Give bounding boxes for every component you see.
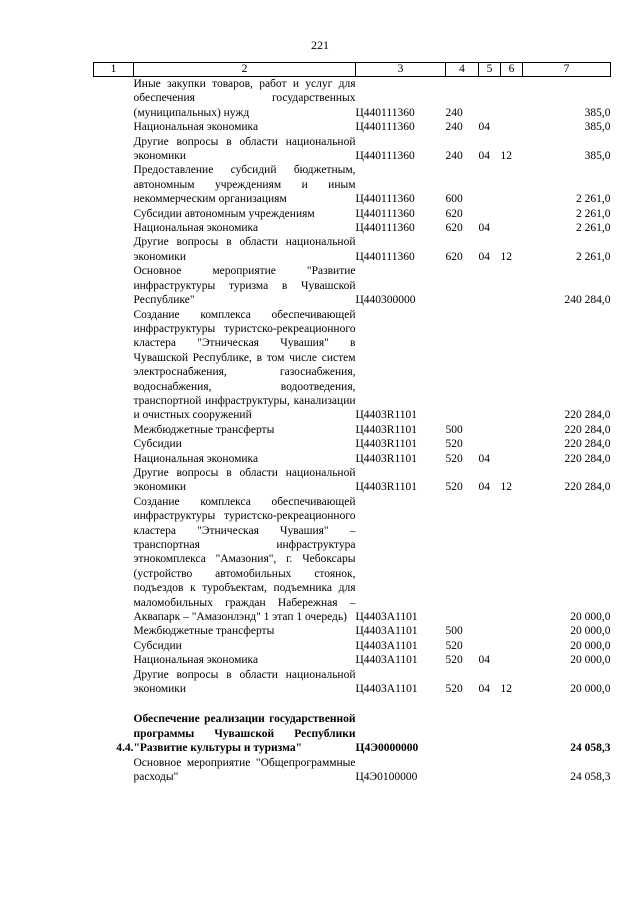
row-section: 04 — [478, 150, 490, 163]
row-expense-type: 240 — [445, 150, 463, 163]
row-code: Ц4403A1101 — [355, 654, 418, 667]
row-subsection: 12 — [500, 481, 512, 494]
row-subsection — [501, 452, 523, 466]
row-index — [94, 437, 134, 451]
row-section — [479, 437, 501, 451]
row-section: 04 — [478, 222, 490, 235]
row-name: Другие вопросы в области национальной экономики — [133, 135, 356, 163]
table-row — [94, 495, 611, 625]
table-row — [94, 624, 611, 638]
row-code: Ц4403A1101 — [355, 611, 418, 624]
spacer-cell — [479, 696, 501, 712]
row-subsection: 12 — [500, 683, 512, 696]
spacer-cell — [501, 696, 523, 712]
page-number: 221 — [311, 38, 329, 52]
row-index — [94, 423, 134, 437]
row-name: Другие вопросы в области национальной экономики — [133, 466, 356, 494]
row-name: Создание комплекса обеспечивающей инфраструктуры туристско-рекреационного кластера "Этническая Чувашия" в Чувашской Республике, в том числе систем электроснабжения, газоснабжения, водоснабжения, водоотведения, транспортной инфраструктуры, канализации и очистных сооружений — [133, 308, 356, 422]
row-name: Национальная экономика — [133, 452, 259, 465]
row-subsection — [501, 495, 523, 625]
row-section — [479, 207, 501, 221]
header-col-7: 7 — [523, 63, 611, 77]
row-subsection — [501, 264, 523, 307]
row-name: Другие вопросы в области национальной экономики — [133, 668, 356, 696]
row-subsection — [501, 624, 523, 638]
row-subsection — [501, 77, 523, 121]
row-amount: 20 000,0 — [570, 625, 611, 638]
row-name: Основное мероприятие "Общепрограммные расходы" — [133, 756, 356, 784]
row-section: 04 — [478, 683, 490, 696]
row-amount: 385,0 — [584, 150, 611, 163]
row-section — [479, 756, 501, 785]
row-subsection — [501, 221, 523, 235]
header-col-2: 2 — [134, 63, 356, 77]
table-header-row — [94, 63, 611, 77]
row-subsection — [501, 756, 523, 785]
row-amount: 220 284,0 — [564, 438, 611, 451]
header-col-1: 1 — [94, 63, 134, 77]
table-row — [94, 120, 611, 134]
row-expense-type — [446, 756, 479, 785]
row-amount: 220 284,0 — [564, 452, 611, 465]
row-index — [94, 235, 134, 264]
row-expense-type: 620 — [445, 222, 463, 235]
table-row — [94, 77, 611, 121]
table-row — [94, 221, 611, 235]
row-name: Создание комплекса обеспечивающей инфраструктуры туристско-рекреационного кластера "Этническая Чувашия" – транспортная инфраструктура этнокомплекса "Амазония", г. Чебоксары (устройство автомобильных стоянок, подъездов к туробъектам, подъемника для маломобильных граждан Набережная – Аквапарк – "Амазонлэнд" 1 этап 1 очередь) — [133, 495, 356, 624]
row-subsection — [501, 423, 523, 437]
row-code: Ц440111360 — [355, 193, 415, 206]
spacer-cell — [94, 696, 134, 712]
row-subsection — [501, 163, 523, 206]
row-index — [94, 466, 134, 495]
row-code: Ц4Э0100000 — [355, 771, 418, 784]
row-index — [94, 653, 134, 667]
row-section — [479, 639, 501, 653]
row-expense-type — [446, 495, 479, 625]
spacer-cell — [356, 696, 446, 712]
row-expense-type: 500 — [445, 423, 463, 436]
header-col-3: 3 — [356, 63, 446, 77]
row-section: 04 — [478, 121, 490, 134]
row-name: Национальная экономика — [133, 222, 259, 235]
row-index — [94, 308, 134, 423]
spacer-row — [94, 696, 611, 712]
row-code: Ц440111360 — [355, 121, 415, 134]
row-amount: 20 000,0 — [570, 654, 611, 667]
row-subsection — [501, 437, 523, 451]
row-expense-type: 520 — [445, 452, 463, 465]
row-section — [479, 495, 501, 625]
row-expense-type: 520 — [445, 683, 463, 696]
row-subsection — [501, 712, 523, 755]
table-row — [94, 712, 611, 755]
row-section — [479, 77, 501, 121]
row-section — [479, 712, 501, 755]
row-index — [94, 264, 134, 307]
row-expense-type: 520 — [445, 654, 463, 667]
row-expense-type — [446, 308, 479, 423]
table-row — [94, 308, 611, 423]
row-section — [479, 163, 501, 206]
row-expense-type: 520 — [445, 438, 463, 451]
row-amount: 2 261,0 — [576, 207, 611, 220]
row-code: Ц4403A1101 — [355, 625, 418, 638]
spacer-cell — [523, 696, 611, 712]
table-row — [94, 452, 611, 466]
row-subsection — [501, 120, 523, 134]
row-name: Межбюджетные трансферты — [133, 625, 275, 638]
row-section: 04 — [478, 654, 490, 667]
row-amount: 20 000,0 — [570, 683, 611, 696]
row-name: Иные закупки товаров, работ и услуг для обеспечения государственных (муниципальных) нужд — [133, 78, 356, 119]
row-index — [94, 452, 134, 466]
row-amount: 2 261,0 — [576, 250, 611, 263]
header-col-4: 4 — [446, 63, 479, 77]
row-index — [94, 668, 134, 697]
row-code: Ц4403R1101 — [355, 409, 418, 422]
row-code: Ц4Э0000000 — [355, 742, 419, 755]
table-row — [94, 235, 611, 264]
row-amount: 24 058,3 — [570, 771, 611, 784]
table-row — [94, 423, 611, 437]
row-code: Ц440111360 — [355, 106, 415, 119]
row-index — [94, 221, 134, 235]
budget-table — [93, 62, 611, 785]
table-row — [94, 135, 611, 164]
row-index — [94, 624, 134, 638]
row-name: Национальная экономика — [133, 654, 259, 667]
row-name: Национальная экономика — [133, 121, 259, 134]
row-code: Ц440111360 — [355, 250, 415, 263]
row-index — [94, 495, 134, 625]
row-index: 4.4. — [116, 742, 134, 755]
table-row — [94, 653, 611, 667]
header-col-5: 5 — [479, 63, 501, 77]
row-subsection — [501, 207, 523, 221]
table-row — [94, 756, 611, 785]
row-name: Субсидии автономным учреждениям — [133, 207, 315, 220]
row-subsection: 12 — [500, 150, 512, 163]
table-row — [94, 639, 611, 653]
row-code: Ц440111360 — [355, 150, 415, 163]
row-expense-type: 600 — [445, 193, 463, 206]
table-row — [94, 163, 611, 206]
row-name: Основное мероприятие "Развитие инфраструктуры туризма в Чувашской Республике" — [133, 265, 356, 307]
row-code: Ц4403R1101 — [355, 452, 418, 465]
row-code: Ц4403A1101 — [355, 639, 418, 652]
row-amount: 385,0 — [584, 106, 611, 119]
table-body — [94, 77, 611, 785]
table-row — [94, 264, 611, 307]
row-amount: 20 000,0 — [570, 639, 611, 652]
row-amount: 220 284,0 — [564, 481, 611, 494]
row-amount: 20 000,0 — [570, 611, 611, 624]
row-section: 04 — [478, 452, 490, 465]
row-subsection — [501, 653, 523, 667]
row-index — [94, 639, 134, 653]
row-name: Межбюджетные трансферты — [133, 423, 275, 436]
table-row — [94, 207, 611, 221]
row-subsection: 12 — [500, 250, 512, 263]
table-row — [94, 466, 611, 495]
row-name: Обеспечение реализации государственной программы Чувашской Республики "Развитие культуры и туризма" — [133, 713, 356, 755]
row-name: Субсидии — [133, 438, 182, 451]
row-amount: 220 284,0 — [564, 409, 611, 422]
row-subsection — [501, 639, 523, 653]
row-expense-type: 500 — [445, 625, 463, 638]
row-code: Ц440300000 — [355, 294, 416, 307]
row-index — [94, 163, 134, 206]
row-code: Ц4403R1101 — [355, 423, 418, 436]
row-index — [94, 756, 134, 785]
row-section — [479, 308, 501, 423]
row-amount: 24 058,3 — [570, 742, 611, 755]
row-expense-type: 240 — [445, 106, 463, 119]
row-expense-type — [446, 712, 479, 755]
row-expense-type: 520 — [445, 639, 463, 652]
table-row — [94, 437, 611, 451]
row-section — [479, 624, 501, 638]
row-section: 04 — [478, 481, 490, 494]
row-index — [94, 120, 134, 134]
row-section — [479, 264, 501, 307]
row-name: Субсидии — [133, 639, 182, 652]
row-name: Предоставление субсидий бюджетным, автономным учреждениям и иным некоммерческим организациям — [133, 164, 356, 206]
row-name: Другие вопросы в области национальной экономики — [133, 236, 356, 263]
row-code: Ц440111360 — [355, 207, 415, 220]
row-amount: 220 284,0 — [564, 423, 611, 436]
row-expense-type: 240 — [445, 121, 463, 134]
row-code: Ц4403R1101 — [355, 481, 418, 494]
row-expense-type: 620 — [445, 207, 463, 220]
header-col-6: 6 — [501, 63, 523, 77]
row-expense-type — [446, 264, 479, 307]
table-row — [94, 668, 611, 697]
spacer-cell — [134, 696, 356, 712]
row-amount: 2 261,0 — [576, 193, 611, 206]
row-amount: 240 284,0 — [564, 294, 611, 307]
row-index — [94, 207, 134, 221]
row-amount: 385,0 — [584, 121, 611, 134]
row-index — [94, 135, 134, 164]
row-section: 04 — [478, 250, 490, 263]
spacer-cell — [446, 696, 479, 712]
row-code: Ц4403A1101 — [355, 683, 418, 696]
row-subsection — [501, 308, 523, 423]
row-expense-type: 520 — [445, 481, 463, 494]
row-expense-type: 620 — [445, 250, 463, 263]
row-code: Ц4403R1101 — [355, 438, 418, 451]
row-section — [479, 423, 501, 437]
row-code: Ц440111360 — [355, 222, 415, 235]
row-amount: 2 261,0 — [576, 222, 611, 235]
row-index — [94, 77, 134, 121]
